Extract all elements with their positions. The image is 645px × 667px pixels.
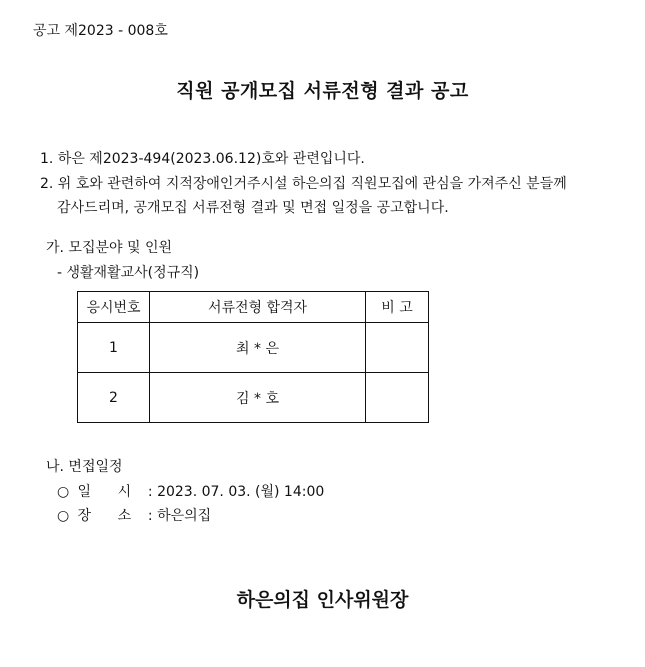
table-row bbox=[78, 323, 429, 373]
table-header-row bbox=[78, 292, 429, 323]
cell-applicant-number: 1 bbox=[78, 323, 150, 373]
recruitment-field-heading: 가. 모집분야 및 인원 bbox=[46, 240, 172, 256]
schedule-datetime bbox=[57, 481, 324, 501]
page-title: 직원 공개모집 서류전형 결과 공고 bbox=[176, 80, 469, 102]
cell-applicant-number: 2 bbox=[78, 373, 150, 423]
schedule-value: : 하은의집 bbox=[147, 508, 212, 524]
signature: 하은의집 인사위원장 bbox=[236, 589, 409, 611]
cell-remarks bbox=[366, 373, 429, 423]
circle-bullet-icon: ○ bbox=[57, 484, 70, 500]
schedule-label: 장 소 bbox=[77, 508, 132, 524]
document-number: 공고 제2023 - 008호 bbox=[33, 23, 168, 39]
schedule-label: 일 시 bbox=[77, 484, 132, 500]
cell-applicant-name: 최 * 은 bbox=[150, 323, 366, 373]
notice-item-2-continued: 감사드리며, 공개모집 서류전형 결과 및 면접 일정을 공고합니다. bbox=[57, 200, 449, 216]
circle-bullet-icon: ○ bbox=[57, 508, 70, 524]
result-table bbox=[77, 291, 429, 423]
table-row bbox=[78, 373, 429, 423]
cell-remarks bbox=[366, 323, 429, 373]
schedule-value: : 2023. 07. 03. (월) 14:00 bbox=[147, 484, 325, 500]
schedule-place bbox=[57, 505, 211, 525]
recruitment-position: - 생활재활교사(정규직) bbox=[57, 265, 200, 281]
notice-item-1: 1. 하은 제2023-494(2023.06.12)호와 관련입니다. bbox=[40, 151, 365, 167]
header-remarks: 비 고 bbox=[366, 292, 429, 323]
notice-item-2: 2. 위 호와 관련하여 지적장애인거주시설 하은의집 직원모집에 관심을 가져주신 분들께 bbox=[40, 176, 567, 192]
header-applicant-number: 응시번호 bbox=[78, 292, 150, 323]
header-passed-applicant: 서류전형 합격자 bbox=[150, 292, 366, 323]
interview-schedule-heading: 나. 면접일정 bbox=[46, 459, 123, 475]
cell-applicant-name: 김 * 호 bbox=[150, 373, 366, 423]
